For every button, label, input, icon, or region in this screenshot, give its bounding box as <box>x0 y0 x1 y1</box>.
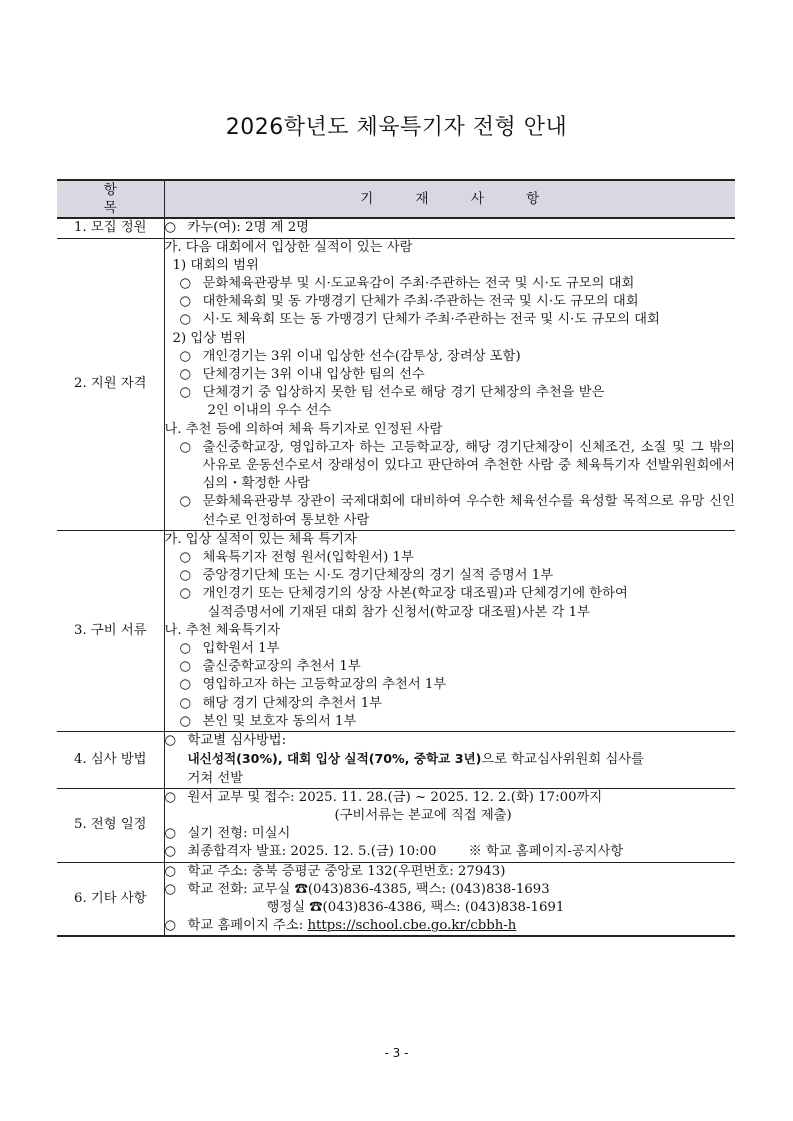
page-title: 2026학년도 체육특기자 전형 안내 <box>225 115 568 140</box>
row-label-schedule: 5. 전형 일정 <box>57 788 164 862</box>
row-label-documents: 3. 구비 서류 <box>57 530 164 731</box>
circle-bullet-icon: ○ <box>179 276 192 292</box>
table-row <box>57 732 735 789</box>
circle-bullet-icon: ○ <box>179 677 192 693</box>
list-item: ○ 최종합격자 발표: 2025. 12. 5.(금) 10:00 ※ 학교 홈페이지-공지사항 <box>165 843 736 861</box>
row-label-quota: 1. 모집 정원 <box>57 218 164 238</box>
circle-bullet-icon: ○ <box>179 294 192 310</box>
table-row <box>57 530 735 731</box>
list-item: ○ 출신중학교장의 추천서 1부 <box>165 658 736 676</box>
circle-bullet-icon: ○ <box>164 863 177 879</box>
list-item: ○ 체육특기자 전형 원서(입학원서) 1부 <box>165 549 736 567</box>
circle-bullet-icon: ○ <box>164 220 177 236</box>
header-item: 항목 <box>57 180 164 218</box>
circle-bullet-icon: ○ <box>179 713 192 729</box>
circle-bullet-icon: ○ <box>179 568 192 584</box>
list-item: ○ 영입하고자 하는 고등학교장의 추천서 1부 <box>165 676 736 694</box>
submission-note: (구비서류는 본교에 직접 제출) <box>334 807 512 823</box>
circle-bullet-icon: ○ <box>179 586 192 602</box>
row-label-eligibility: 2. 지원 자격 <box>57 238 164 530</box>
list-item-continuation: 실적증명서에 기재된 대회 참가 신청서(학교장 대조필)사본 각 1부 <box>207 604 590 620</box>
list-item: ○ 학교 주소: 충북 증평군 중앙로 132(우편번호: 27943) <box>165 863 736 881</box>
table-header-row <box>57 180 735 218</box>
list-item: ○ 시·도 체육회 또는 동 가맹경기 단체가 주최·주관하는 전국 및 시·도 규모의 대회 <box>165 311 736 329</box>
row-content-quota <box>164 218 735 238</box>
list-item: ○ 개인경기는 3위 이내 입상한 선수(감투상, 장려상 포함) <box>165 348 736 366</box>
header-details: 기 재 사 항 <box>164 180 735 218</box>
table-row <box>57 238 735 530</box>
circle-bullet-icon: ○ <box>179 641 192 657</box>
table-row <box>57 218 735 238</box>
row-content-evaluation <box>164 732 735 789</box>
list-item: ○ 실기 전형: 미실시 <box>165 825 736 843</box>
page-number: - 3 - <box>384 1046 409 1060</box>
list-item: ○ 입학원서 1부 <box>165 640 736 658</box>
list-item: ○ 학교 전화: 교무실 ☎(043)836-4385, 팩스: (043)838-1693 <box>165 881 736 899</box>
circle-bullet-icon: ○ <box>164 918 177 934</box>
list-item: ○ 단체경기 중 입상하지 못한 팀 선수로 해당 경기 단체장의 추천을 받은 <box>165 384 736 402</box>
table-row <box>57 862 735 936</box>
evaluation-criteria: 내신성적(30%), 대회 입상 실적(70%, 중학교 3년)으로 학교심사위원회 심사를 <box>187 751 644 768</box>
circle-bullet-icon: ○ <box>179 312 192 328</box>
row-label-other: 6. 기타 사항 <box>57 862 164 936</box>
circle-bullet-icon: ○ <box>164 826 177 842</box>
row-content-schedule <box>164 788 735 862</box>
list-item: ○ 단체경기는 3위 이내 입상한 팀의 선수 <box>165 366 736 384</box>
admission-info-table <box>57 179 735 937</box>
list-item: ○ 해당 경기 단체장의 추천서 1부 <box>165 695 736 713</box>
circle-bullet-icon: ○ <box>164 844 177 860</box>
row-content-documents <box>164 530 735 731</box>
section-heading: 가. 입상 실적이 있는 체육 특기자 <box>164 531 357 547</box>
list-item: ○ 카누(여): 2명 계 2명 <box>165 219 736 237</box>
circle-bullet-icon: ○ <box>179 439 192 455</box>
list-item-continuation: 2인 이내의 우수 선수 <box>207 403 332 419</box>
criteria-weights: 내신성적(30%), 대회 입상 실적(70%, 중학교 3년) <box>187 751 482 767</box>
notice-reference: ※ 학교 홈페이지-공지사항 <box>468 844 624 860</box>
section-heading: 가. 다음 대회에서 입상한 실적이 있는 사람 <box>164 239 413 255</box>
list-item: ○ 대한체육회 및 동 가맹경기 단체가 주최·주관하는 전국 및 시·도 규모의 대회 <box>165 293 736 311</box>
circle-bullet-icon: ○ <box>179 494 192 510</box>
list-item: ○ 문화체육관광부 장관이 국제대회에 대비하여 우수한 체육선수를 육성할 목적으로 유망 신인선수로 인정하여 통보한 사람 <box>165 493 736 529</box>
list-item: ○ 개인경기 또는 단체경기의 상장 사본(학교장 대조필)과 단체경기에 한하여 <box>165 585 736 603</box>
row-content-eligibility <box>164 238 735 530</box>
list-item: ○ 본인 및 보호자 동의서 1부 <box>165 713 736 731</box>
subsection-heading: 2) 입상 범위 <box>172 330 246 346</box>
table-row <box>57 788 735 862</box>
list-item: ○ 출신중학교장, 영입하고자 하는 고등학교장, 해당 경기단체장이 신체조건, 소질 및 그 밖의 사유로 운동선수로서 장래성이 있다고 판단하여 추천한 사람 중 체육특기자 선발위원회에서 심의・확정한 사람 <box>165 439 736 494</box>
circle-bullet-icon: ○ <box>164 881 177 897</box>
list-item-continuation: 거쳐 선발 <box>187 770 244 786</box>
row-content-other <box>164 862 735 936</box>
section-heading: 나. 추천 체육특기자 <box>164 622 280 638</box>
list-item: ○ 원서 교부 및 접수: 2025. 11. 28.(금) ~ 2025. 12. 2.(화) 17:00까지 <box>165 789 736 807</box>
circle-bullet-icon: ○ <box>179 348 192 364</box>
row-label-evaluation: 4. 심사 방법 <box>57 732 164 789</box>
circle-bullet-icon: ○ <box>164 733 177 749</box>
list-item: ○ 학교별 심사방법: <box>165 732 736 750</box>
admin-office-phone: 행정실 ☎(043)836-4386, 팩스: (043)838-1691 <box>266 899 565 915</box>
circle-bullet-icon: ○ <box>164 789 177 805</box>
circle-bullet-icon: ○ <box>179 659 192 675</box>
circle-bullet-icon: ○ <box>179 550 192 566</box>
list-item: ○ 중앙경기단체 또는 시·도 경기단체장의 경기 실적 증명서 1부 <box>165 567 736 585</box>
circle-bullet-icon: ○ <box>179 695 192 711</box>
section-heading: 나. 추천 등에 의하여 체육 특기자로 인정된 사람 <box>164 421 443 437</box>
subsection-heading: 1) 대회의 범위 <box>172 257 259 273</box>
list-item: ○ 문화체육관광부 및 시·도교육감이 주최·주관하는 전국 및 시·도 규모의 대회 <box>165 275 736 293</box>
homepage-link[interactable]: https://school.cbe.go.kr/cbbh-h <box>307 918 517 934</box>
circle-bullet-icon: ○ <box>179 385 192 401</box>
list-item: ○ 학교 홈페이지 주소: https://school.cbe.go.kr/cbbh-h <box>165 917 736 935</box>
circle-bullet-icon: ○ <box>179 367 192 383</box>
